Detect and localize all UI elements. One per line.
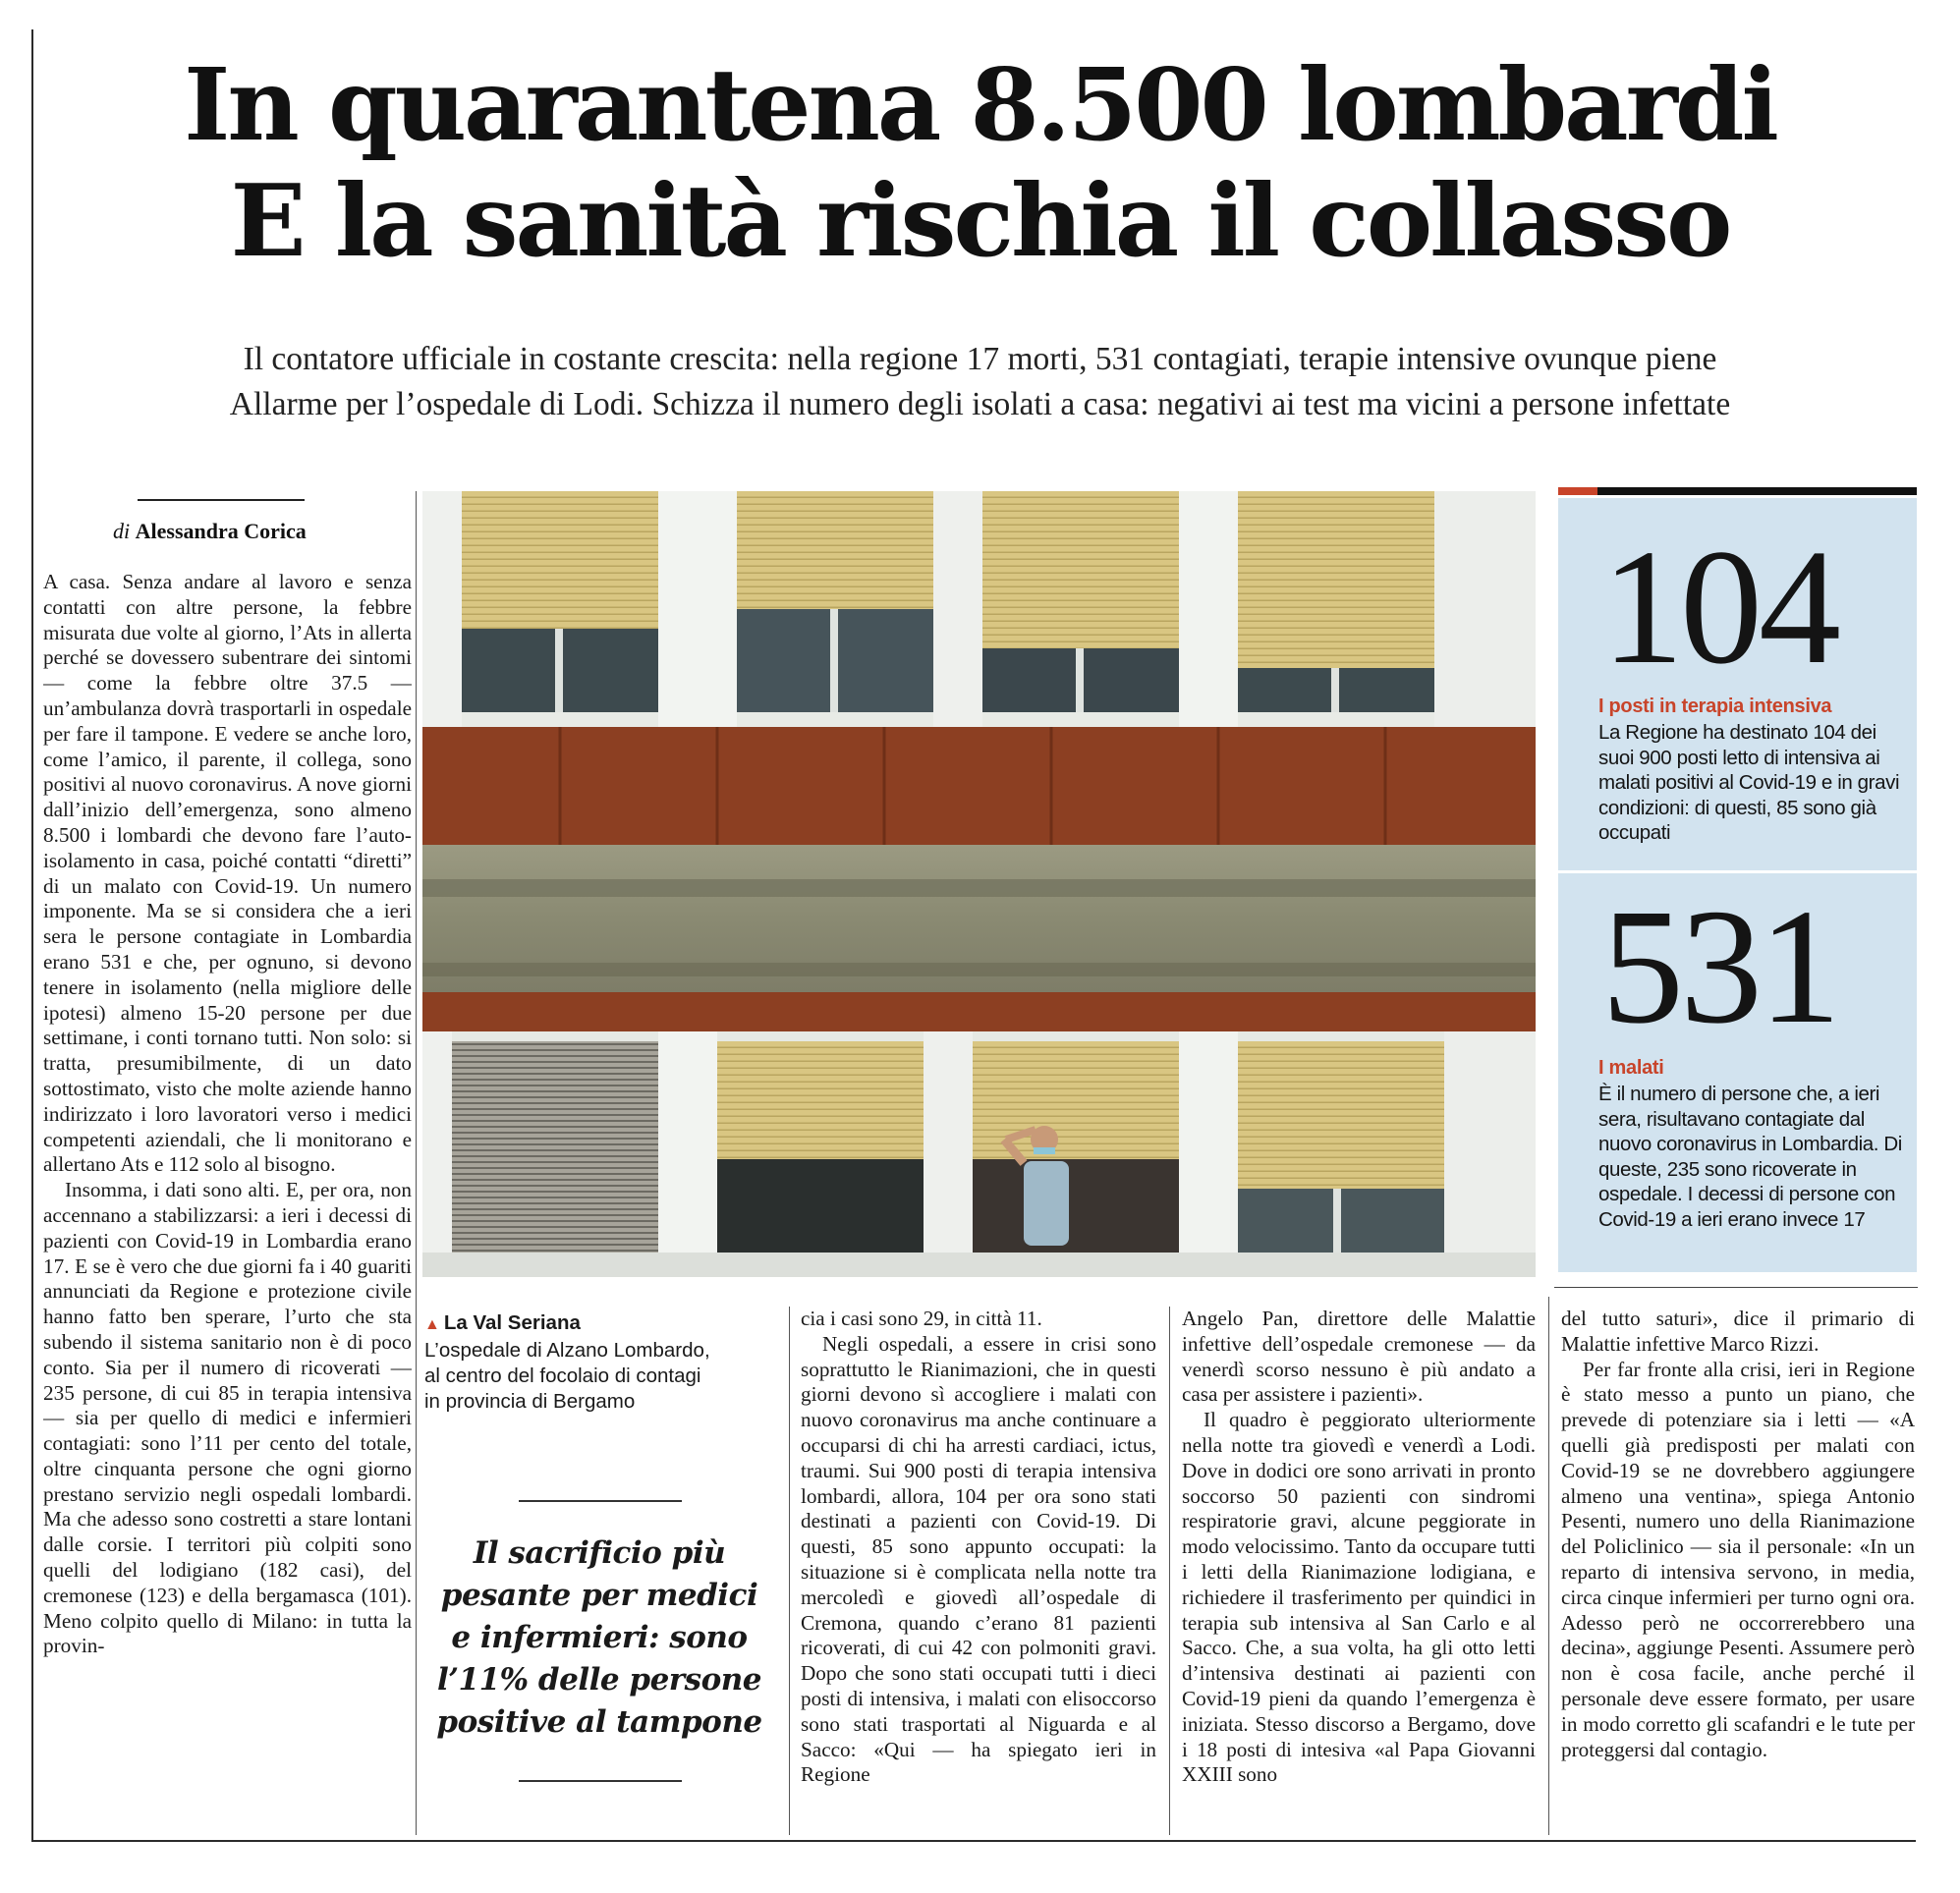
headline-line-2: E la sanità rischia il collasso <box>230 162 1730 279</box>
article-paragraph: Per far fronte alla crisi, ieri in Regione è stato messo a punto un piano, che prevede di potenziare sia i letti — «A quelli già predisposti per malati con Covid-19 se ne dovrebbero aggiungere almeno una ventina», spiega Antonio Pesenti, numero uno della Rianimazione del Policlinico — sia il personale: «In un reparto di intensiva servono, in media, circa cinque infermieri per turno ogni ora. Adesso però ne occorrerebbero una decina», aggiunge Pesenti. Assumere però non è cosa facile, anche perché il personale deve essere formato, per usare in modo corretto gli scafandri e le tute per proteggersi dal contagio. <box>1561 1357 1915 1761</box>
stat-text-icu-beds: La Regione ha destinato 104 dei suoi 900 posti letto di intensiva ai malati positivi al Covid-19 e in gravi condizioni: di questi, 85 sono già occupati <box>1598 721 1900 844</box>
column-divider <box>1169 1307 1170 1835</box>
byline-author: Alessandra Corica <box>135 519 307 543</box>
article-paragraph: Insomma, i dati sono alti. E, per ora, non accennano a stabilizzarsi: a ieri i decessi di pazienti con Covid-19 in Lombardia erano 17. E se è vero che due giorni fa i 40 guariti annunciati da Regione e protezione civile hanno fatto ben sperare, l’urto che sta subendo il sistema sanitario non è di poco conto. Sia per il numero di ricoverati — 235 persone, di cui 85 in terapia intensiva — sia per quello di medici e infermieri contagiati: sono l’11 per cento del totale, oltre cinquanta persone che ogni giorno prestano servizio negli ospedali lombardi. Ma che adesso sono costretti a stare lontani dalle corsie. I territori più colpiti sono quelli del lodigiano (182 casi), del cremonese (123) e della bergamasca (101). Meno colpito quello di Milano: in tutta la provin- <box>43 1178 412 1658</box>
article-paragraph: cia i casi sono 29, in città 11. <box>801 1307 1042 1330</box>
byline-prefix: di <box>113 519 131 543</box>
pullquote: Il sacrificio più pesante per medici e infermieri: sono l’11% delle persone positive al tampone <box>436 1535 762 1740</box>
sidebar-top-bar <box>1597 487 1917 495</box>
article-paragraph: Angelo Pan, direttore delle Malattie infettive dell’ospedale cremonese — da venerdì scorso nessuno è più andato a casa per assistere i pazienti». <box>1182 1307 1536 1407</box>
article-column-5 <box>1561 1307 1915 1835</box>
page-left-rule <box>31 29 33 1842</box>
stat-label-infected: I malati <box>1598 1057 1664 1079</box>
caption-title: La Val Seriana <box>443 1311 581 1334</box>
subheadline-line-1: Il contatore ufficiale in costante crescita: nella regione 17 morti, 531 contagiati, terapie intensive ovunque piene <box>243 341 1717 377</box>
article-paragraph: Negli ospedali, a essere in crisi sono soprattutto le Rianimazioni, che in questi giorni devono sì accogliere i malati con nuovo coronavirus ma anche continuare a occuparsi di chi ha arresti cardiaci, ictus, traumi. Sui 900 posti di terapia intensiva lombardi, allora, 104 per ora sono stati destinati a pazienti con Covid-19. Di questi, 85 sono appunto occupati: la situazione si è complicata nella notte tra mercoledì e giovedì all’ospedale di Cremona, quando c’erano 81 pazienti ricoverati, di cui 42 con polmoniti gravi. Dopo che sono stati occupati tutti i dieci posti di intensiva, i malati con elisoccorso sono stati trasportati al Niguarda e al Sacco: «Qui — ha spiegato ieri in Regione <box>801 1331 1156 1787</box>
pullquote-rule-top <box>519 1500 682 1502</box>
caption-triangle-icon: ▲ <box>424 1316 440 1333</box>
stat-label-icu-beds: I posti in terapia intensiva <box>1598 696 1832 717</box>
subheadline-line-2: Allarme per l’ospedale di Lodi. Schizza il numero degli isolati a casa: negativi ai test ma vicini a persone infettate <box>229 386 1731 422</box>
column-divider <box>1548 1297 1549 1835</box>
byline-rule <box>138 499 305 501</box>
column-divider <box>789 1307 790 1835</box>
article-paragraph: A casa. Senza andare al lavoro e senza contatti con altre persone, la febbre misurata due volte al giorno, l’Ats in allerta perché se dovessero subentrare dei sintomi — come la febbre oltre 37.5 — un’ambulanza dovrà trasportarli in ospedale per fare il tampone. E vedere se anche loro, come l’amico, il parente, il collega, sono positivi al nuovo coronavirus. A nove giorni dall’inizio dell’emergenza, sono almeno 8.500 i lombardi che devono fare l’auto-isolamento in casa, poiché contatti “diretti” di un malato con Covid-19. Un numero imponente. Ma se si considera che a ieri sera le persone contagiate in Lombardia erano 531 e che, per ognuno, si devono tenere in isolamento (nella migliore delle ipotesi) almeno 15-20 persone per due settimane, i conti tornano tutti. Non solo: si tratta, presumibilmente, di un dato sottostimato, visto che molte aziende hanno indirizzato i loro lavoratori verso i medici competenti aziendali, che li monitorano e allertano Ats e 112 solo al bisogno. <box>43 570 412 1177</box>
article-column-3 <box>801 1307 1156 1835</box>
stats-divider <box>1558 870 1917 873</box>
stat-number-icu-beds: 104 <box>1601 516 1837 698</box>
article-column-1 <box>43 570 412 1832</box>
hospital-building-illustration <box>422 491 1536 1277</box>
stat-number-infected: 531 <box>1601 875 1837 1058</box>
hospital-photo <box>422 491 1536 1277</box>
sidebar-bottom-rule <box>1554 1287 1918 1288</box>
headline-line-1: In quarantena 8.500 lombardi <box>184 46 1776 163</box>
article-paragraph: del tutto saturi», dice il primario di Malattie infettive Marco Rizzi. <box>1561 1307 1915 1356</box>
photo-caption <box>424 1310 719 1415</box>
article-paragraph: Il quadro è peggiorato ulteriormente nella notte tra giovedì e venerdì a Lodi. Dove in dodici ore sono arrivati in pronto soccorso 50 pazienti con sindromi respiratorie gravi, alcune peggiorate in modo velocissimo. Tanto da occupare tutti i letti della Rianimazione lodigiana, e richiedere il trasferimento per quindici in terapia sub intensiva al San Carlo e al Sacco. Che, a sua volta, ha gli otto letti d’intensiva destinati ai pazienti con Covid-19 pieni da quando l’emergenza è iniziata. Stesso discorso a Bergamo, dove i 18 posti di intesiva «al Papa Giovanni XXIII sono <box>1182 1408 1536 1787</box>
page-bottom-rule <box>31 1840 1916 1842</box>
stat-text-infected: È il numero di persone che, a ieri sera, risultavano contagiate dal nuovo coronavirus in Lombardia. Di queste, 235 sono ricoverate in ospedale. I decessi di persone con Covid-19 a ieri erano invece 17 <box>1598 1083 1902 1231</box>
sidebar-accent-bar <box>1558 487 1597 495</box>
article-column-4 <box>1182 1307 1536 1835</box>
byline <box>113 519 307 544</box>
pullquote-rule-bottom <box>519 1780 682 1782</box>
caption-text: L’ospedale di Alzano Lombardo, al centro del focolaio di contagi in provincia di Bergamo <box>424 1339 710 1413</box>
column-divider <box>416 491 417 1835</box>
